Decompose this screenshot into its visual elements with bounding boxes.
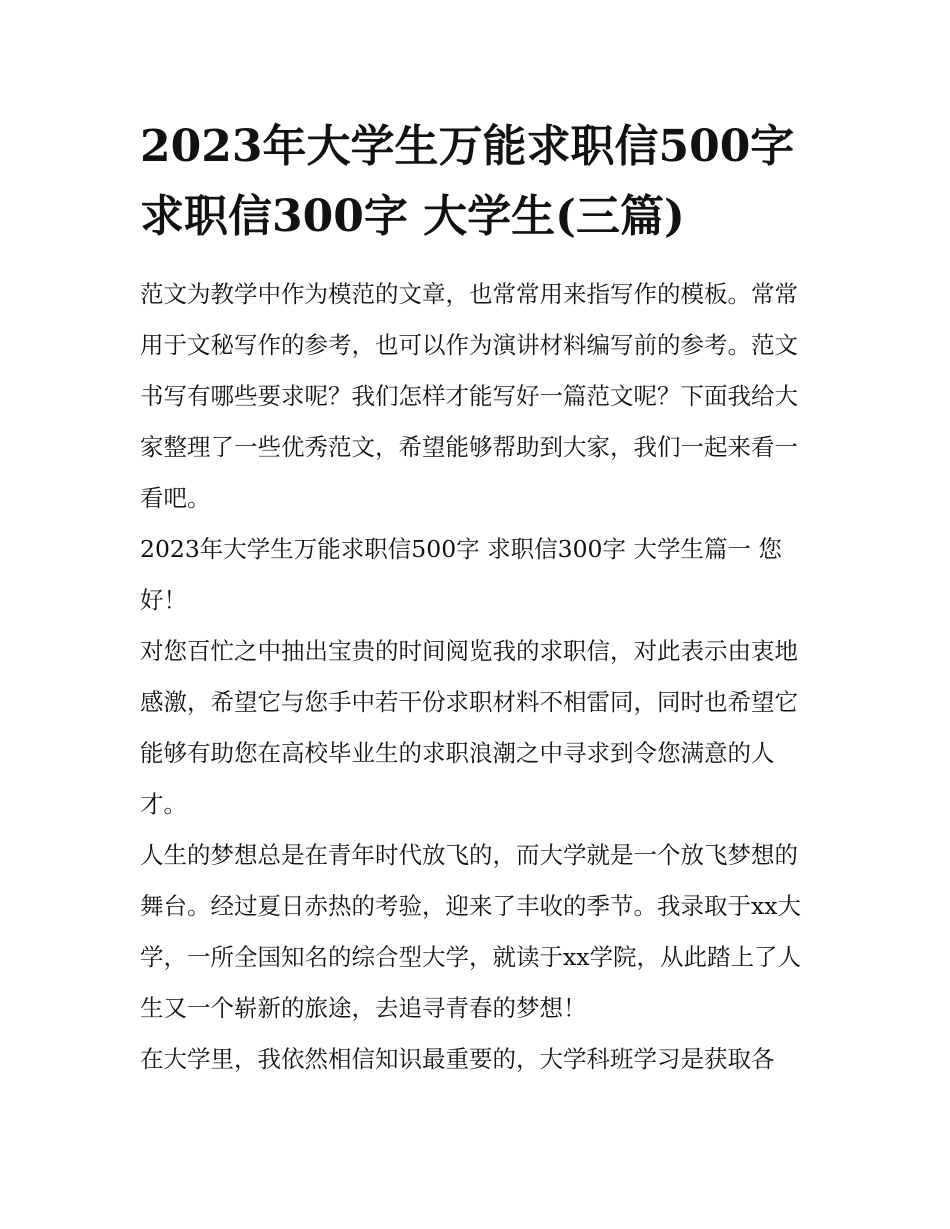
document-title: 2023年大学生万能求职信500字 求职信300字 大学生(三篇) (140, 121, 795, 242)
paragraph-dream: 人生的梦想总是在青年时代放飞的，而大学就是一个放飞梦想的舞台。经过夏日赤热的考验，迎来了丰收的季节。我录取于xx大学，一所全国知名的综合型大学，就读于xx学院，从此踏上了人生又一个崭新的旅途，去追寻青春的梦想！ (140, 841, 802, 1022)
paragraph-heading-greeting: 2023年大学生万能求职信500字 求职信300字 大学生篇一 您好！ (140, 535, 782, 614)
paragraph-intro: 范文为教学中作为模范的文章，也常常用来指写作的模板。常常用于文秘写作的参考，也可以作为演讲材料编写前的参考。范文书写有哪些要求呢？我们怎样才能写好一篇范文呢？下面我给大家整理了一些优秀范文，希望能够帮助到大家，我们一起来看一看吧。 (140, 280, 798, 512)
document-page (140, 0, 820, 1085)
paragraph-gratitude: 对您百忙之中抽出宝贵的时间阅览我的求职信，对此表示由衷地感激，希望它与您手中若干份求职材料不相雷同，同时也希望它能够有助您在高校毕业生的求职浪潮之中寻求到令您满意的人才。 (140, 637, 798, 818)
paragraph-knowledge: 在大学里，我依然相信知识最重要的，大学科班学习是获取各 (140, 1045, 775, 1073)
document-body (140, 269, 820, 1085)
